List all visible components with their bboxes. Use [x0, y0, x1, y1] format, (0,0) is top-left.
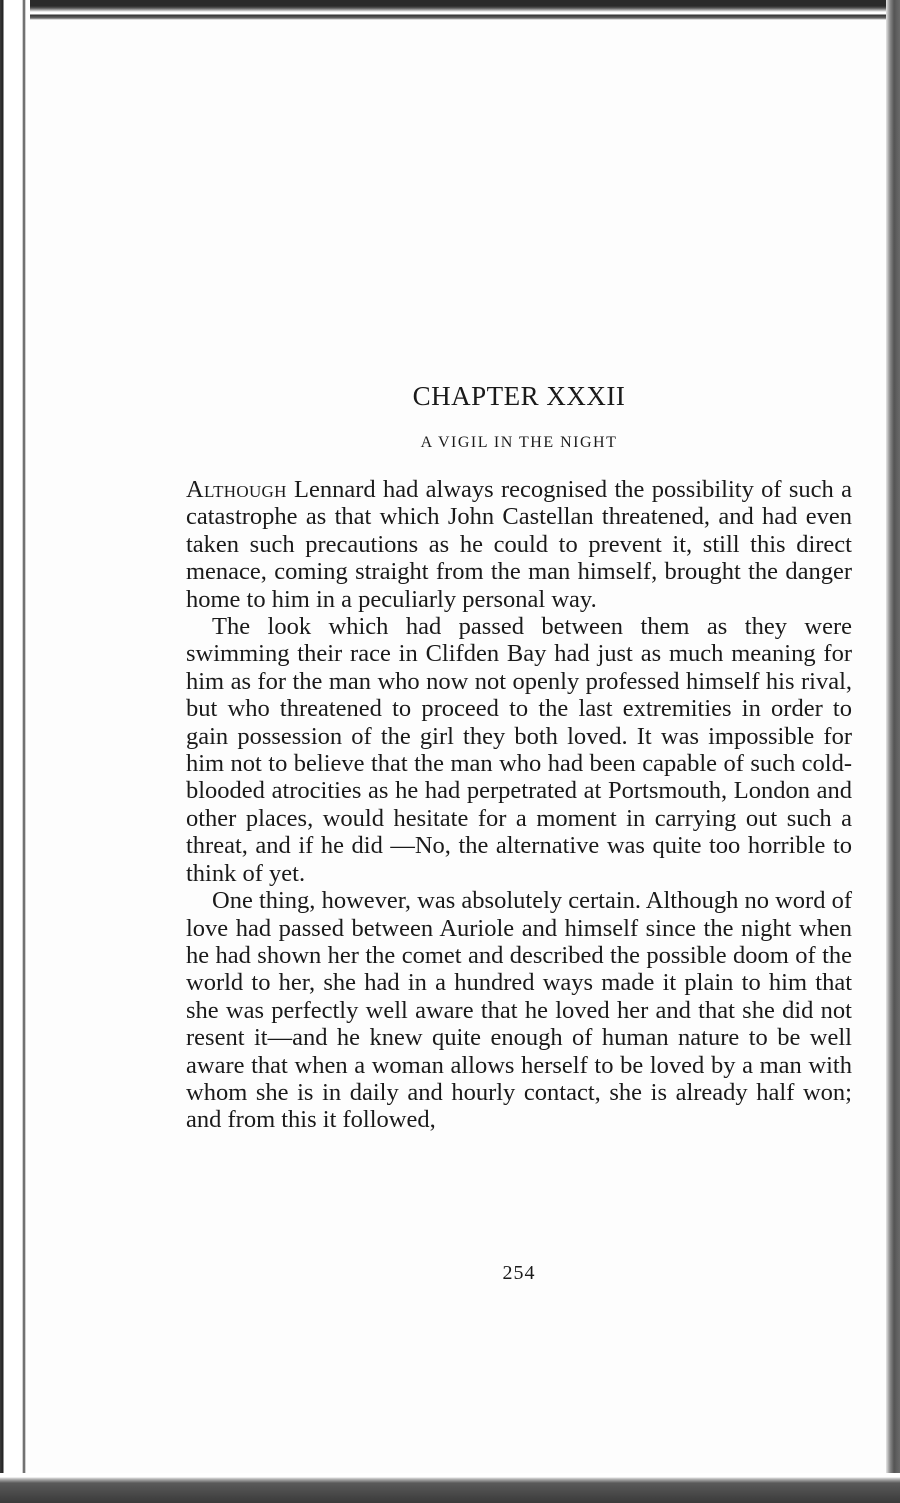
chapter-title: CHAPTER XXXII	[412, 381, 626, 411]
paragraph-3: One thing, however, was absolutely certain. Although no word of love had passed between Auriole and himself since the night when he had shown her the comet and described the possible doom of the world to her, she had in a hundred ways made it plain to him that she was perfectly well aware that he loved her and that she did not resent it—and he knew quite enough of human nature to be well aware that when a woman allows herself to be loved by a man with whom she is in daily and hourly contact, she is already half won; and from this it followed,	[186, 887, 852, 1134]
chapter-body	[186, 476, 852, 1134]
paragraph-1	[186, 476, 852, 613]
chapter-subtitle: A VIGIL IN THE NIGHT	[420, 434, 618, 451]
paragraph-2: The look which had passed between them as they were swimming their race in Clifden Bay had just as much meaning for him as for the man who now not openly professed himself his rival, but who threatened to proceed to the last extremities in order to gain possession of the girl they both loved. It was impossible for him not to believe that the man who had been capable of such cold-blooded atrocities as he had perpetrated at Portsmouth, London and other places, would hesitate for a moment in carrying out such a threat, and if he did —No, the alternative was quite too horrible to think of yet.	[186, 613, 852, 887]
scan-edge-top	[0, 0, 900, 20]
paragraph-text: Lennard had always recognised the possibility of such a catastrophe as that which John Castellan threatened, and had even taken such precautions as he could to prevent it, still this direct menace, coming straight from the man himself, brought the danger home to him in a peculiarly personal way.	[186, 476, 852, 613]
scan-edge-bottom	[0, 1473, 900, 1503]
scan-edge-right	[886, 0, 900, 1503]
scan-edge-left	[0, 0, 30, 1503]
paragraph-lead-word: Although	[186, 476, 287, 503]
page-number: 254	[502, 1262, 536, 1284]
